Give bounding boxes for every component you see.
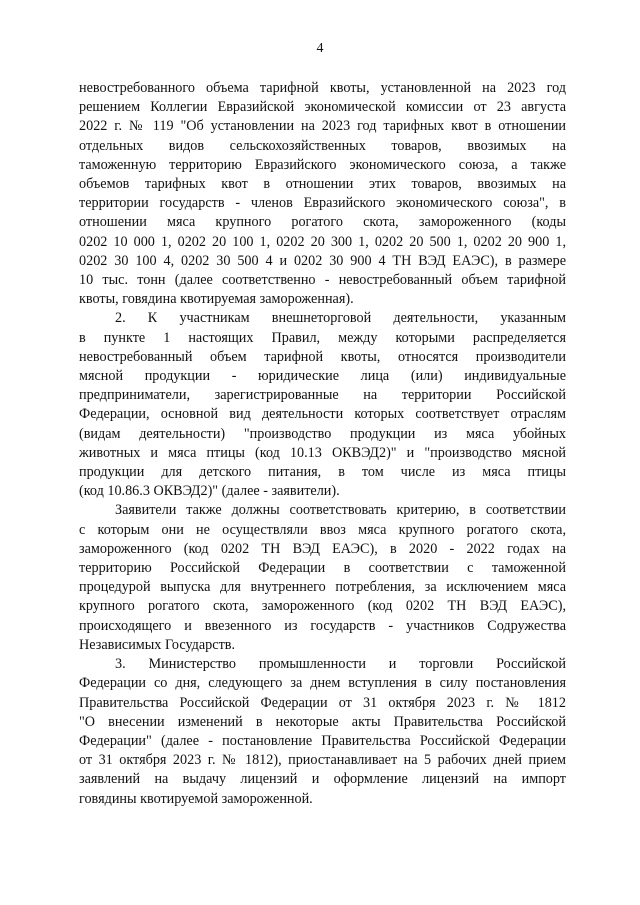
- page-number: 4: [316, 41, 324, 56]
- paragraph-2: [79, 309, 566, 501]
- paragraph-4: [79, 655, 566, 809]
- text-line: 2022 г. № 119 "Об установлении на 2023 год тарифных квот в отношении: [79, 118, 566, 135]
- text-line: мясной продукции - юридические лица (или) индивидуальные: [79, 368, 566, 385]
- text-line: Независимых Государств.: [79, 636, 236, 653]
- text-line: (код 10.86.3 ОКВЭД2)" (далее - заявители).: [79, 483, 340, 500]
- text-line: процедурой выпуска для внутреннего потребления, за исключением мяса: [79, 579, 566, 596]
- text-line: Правительства Российской Федерации от 31 октября 2023 г. № 1812: [79, 694, 566, 711]
- text-line: заявлений на выдачу лицензий и оформление лицензий на импорт: [79, 771, 566, 788]
- text-line: Федерации" (далее - постановление Правительства Российской Федерации: [79, 732, 566, 749]
- text-line: 3. Министерство промышленности и торговли Российской: [115, 656, 566, 673]
- text-line: таможенную территорию Евразийского экономического союза, а также: [79, 156, 566, 173]
- text-line: отдельных видов сельскохозяйственных товаров, ввозимых на: [79, 137, 566, 154]
- text-line: решением Коллегии Евразийской экономической комиссии от 23 августа: [79, 99, 566, 116]
- document-body: [79, 79, 566, 809]
- text-line: (видам деятельности) "производство продукции из мяса убойных: [79, 425, 566, 442]
- paragraph-3: [79, 501, 566, 655]
- text-line: 0202 30 100 4, 0202 30 500 4 и 0202 30 900 4 ТН ВЭД ЕАЭС), в размере: [79, 252, 566, 269]
- text-line: отношении мяса крупного рогатого скота, замороженного (коды: [79, 214, 566, 231]
- text-line: от 31 октября 2023 г. № 1812), приостанавливает на 5 рабочих дней прием: [79, 752, 566, 769]
- text-line: 0202 10 000 1, 0202 20 100 1, 0202 20 300 1, 0202 20 500 1, 0202 20 900 1,: [79, 233, 566, 250]
- text-line: с которым они не осуществляли ввоз мяса крупного рогатого скота,: [79, 521, 566, 538]
- text-line: предприниматели, зарегистрированные на территории Российской: [79, 387, 566, 404]
- text-line: Заявители также должны соответствовать критерию, в соответствии: [115, 502, 566, 519]
- text-line: в пункте 1 настоящих Правил, между которыми распределяется: [79, 329, 566, 346]
- text-line: продукции для детского питания, в том числе из мяса птицы: [79, 464, 566, 481]
- text-line: происходящего и ввезенного из государств - участников Содружества: [79, 617, 566, 634]
- text-line: 10 тыс. тонн (далее соответственно - невостребованный объем тарифной: [79, 272, 566, 289]
- text-line: территории государств - членов Евразийского экономического союза", в: [79, 195, 566, 212]
- text-line: невостребованный объем тарифной квоты, относятся производители: [79, 348, 566, 365]
- text-line: замороженного (код 0202 ТН ВЭД ЕАЭС), в 2020 - 2022 годах на: [79, 540, 566, 557]
- text-line: объемов тарифных квот в отношении этих товаров, ввозимых на: [79, 176, 566, 193]
- text-line: Федерации со дня, следующего за днем вступления в силу постановления: [79, 675, 566, 692]
- text-line: крупного рогатого скота, замороженного (код 0202 ТН ВЭД ЕАЭС),: [79, 598, 566, 615]
- text-line: Федерации, основной вид деятельности которых соответствует отраслям: [79, 406, 566, 423]
- text-line: "О внесении изменений в некоторые акты Правительства Российской: [79, 713, 566, 730]
- text-line: невостребованного объема тарифной квоты, установленной на 2023 год: [79, 80, 566, 96]
- text-line: животных и мяса птицы (код 10.13 ОКВЭД2)" и "производство мясной: [79, 444, 566, 461]
- text-line: говядины квотируемой замороженной.: [79, 790, 313, 807]
- text-line: территорию Российской Федерации в соответствии с таможенной: [79, 560, 566, 577]
- text-line: квоты, говядина квотируемая замороженная).: [79, 291, 354, 308]
- paragraph-1: [79, 79, 566, 309]
- text-line: 2. К участникам внешнеторговой деятельности, указанным: [115, 310, 566, 327]
